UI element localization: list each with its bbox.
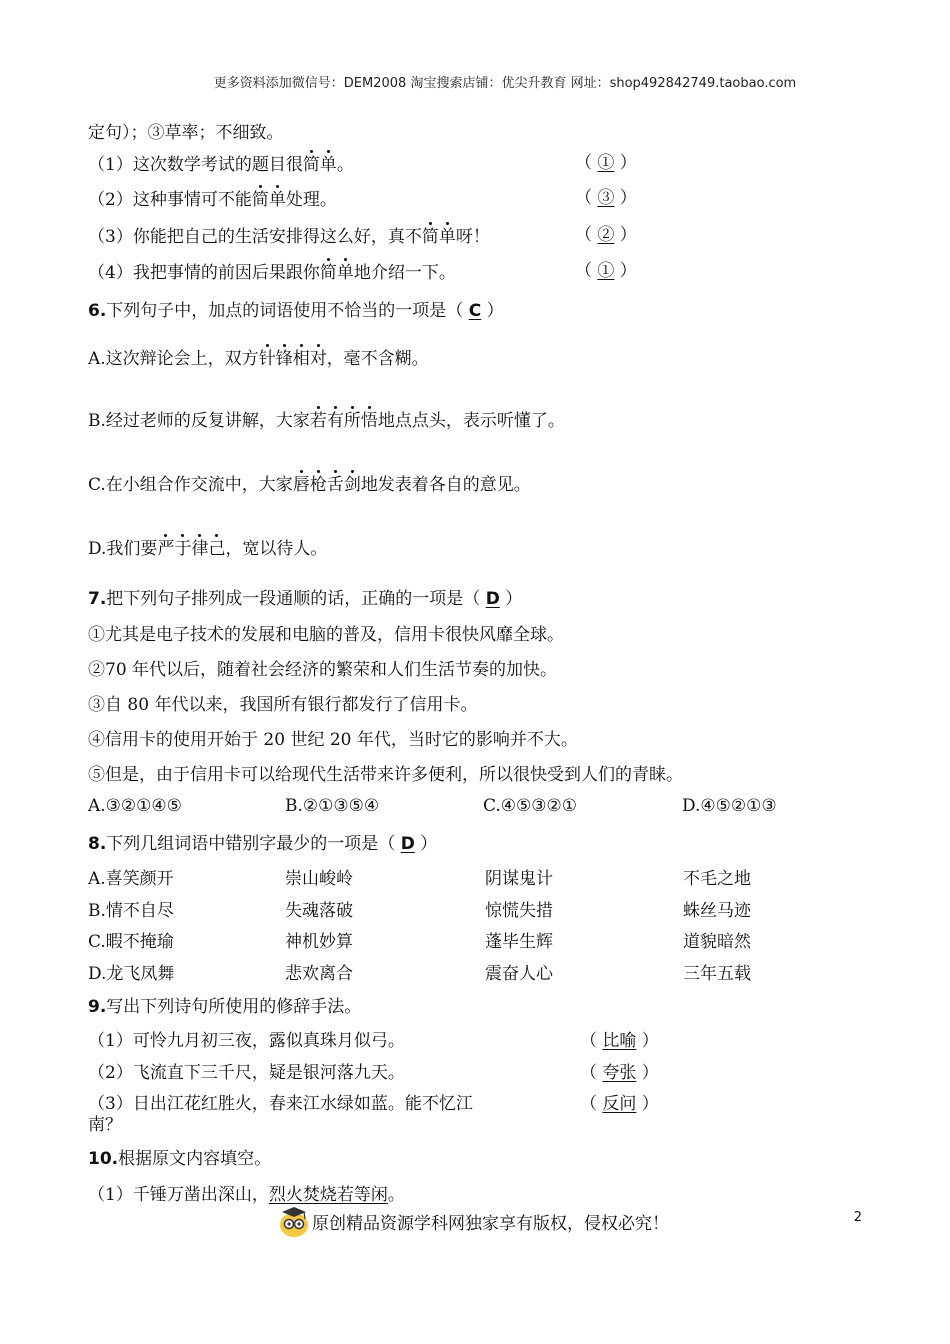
q7-close: ） [505,589,523,609]
q6-option-text: D.我们要 [88,539,158,559]
q9-stem [88,992,361,1017]
q5-item-post: 呀！ [455,227,490,247]
q9-item-text: 可怜九月初三夜，露似真珠月似弓。 [132,1031,405,1051]
q6-dotted-word [259,349,327,369]
q5-answer-value: ① [597,153,615,173]
q10-number: 10. [88,1149,119,1169]
q9-answer-value: 夸张 [602,1063,637,1083]
q7-choice: A.③②①④⑤ [88,796,182,816]
q9-item-cont: 南？ [88,1115,122,1135]
paren-close: ） [614,188,637,208]
dotted-char: 锋 [275,349,293,369]
dotted-char: 悟 [360,411,378,431]
q5-answer [575,256,637,281]
q8-word: C.暇不掩瑜 [88,932,174,952]
q9-item-number: （1） [88,1031,133,1051]
paren-close: ） [636,1063,659,1083]
q6-option-post: 地发表着各自的意见。 [360,475,531,495]
q9-item-number: （3） [88,1094,133,1114]
q9-answer-value: 反问 [602,1094,637,1114]
q7-sentence: ②70 年代以后，随着社会经济的繁荣和人们生活节奏的加快。 [88,660,558,680]
q8-word: 震奋人心 [485,963,553,984]
paren-close: ） [636,1094,659,1114]
footer [278,1204,669,1238]
paren-open: （ [575,188,598,208]
q7-answer: D [485,589,500,609]
q7-choice: C.④⑤③②① [483,796,578,816]
q8-word: 阴谋鬼计 [485,869,553,889]
paren-open: （ [575,225,598,245]
q7-stem-text: 把下列句子排列成一段通顺的话，正确的一项是（ [106,589,481,609]
q8-word: 道貌暗然 [683,932,751,952]
q10-item-number: （1） [88,1185,133,1205]
q5-item [88,222,490,247]
q9-answer [580,1058,659,1083]
q9-answer [580,1089,659,1114]
q10-item [88,1180,405,1205]
q9-stem-text: 写出下列诗句所使用的修辞手法。 [106,997,362,1017]
q5-item-number: （1） [88,155,133,175]
dotted-char: 简 [319,263,337,283]
paren-open: （ [575,261,598,281]
q7-choice: B.②①③⑤④ [285,796,380,816]
q10-stem-text: 根据原文内容填空。 [118,1149,272,1169]
q10-item-answer: 烈火焚烧若等闲 [268,1185,388,1205]
q6-dotted-word [310,411,378,431]
paren-close: ） [614,261,637,281]
q8-word: 悲欢离合 [285,963,353,984]
q8-word: 三年五载 [683,963,751,984]
q5-item-post: 处理。 [285,190,337,210]
q9-item-text: 飞流直下三千尺，疑是银河落九天。 [132,1063,405,1083]
paren-open: （ [580,1063,603,1083]
dotted-char: 若 [309,411,327,431]
paren-open: （ [580,1094,603,1114]
q5-item-text: 我把事情的前因后果跟你 [132,263,320,283]
dotted-char: 于 [174,539,192,559]
dotted-char: 单 [319,155,337,175]
q5-item-text: 这次数学考试的题目很 [132,155,303,175]
q9-number: 9. [88,997,107,1017]
q8-word: 蓬毕生辉 [485,932,553,952]
owl-logo-icon [278,1204,310,1238]
q8-word: 不毛之地 [683,869,751,889]
q7-number: 7. [88,589,107,609]
paren-close: ） [614,153,637,173]
q8-word: D.龙飞凤舞 [88,963,175,984]
q6-option-post: ，毫不含糊。 [326,349,429,369]
q9-item [88,1026,405,1051]
dotted-char: 唇 [292,475,310,495]
q6-option-text: C.在小组合作交流中，大家 [88,475,293,495]
dotted-char: 简 [302,155,320,175]
footer-text: 原创精品资源学科网独家享有版权，侵权必究！ [312,1213,669,1234]
q5-item [88,150,354,175]
dotted-char: 有 [326,411,344,431]
dotted-char: 舌 [326,475,344,495]
dotted-char: 所 [343,411,361,431]
q5-item-number: （3） [88,227,133,247]
q8-stem-text: 下列几组词语中错别字最少的一项是（ [106,834,396,854]
q6-option-post: 地点点头，表示听懂了。 [377,411,565,431]
dotted-char: 单 [336,263,354,283]
q7-stem [88,584,522,609]
q5-item [88,185,337,210]
q7-choice: D.④⑤②①③ [682,796,777,816]
q10-item-post: 。 [387,1185,405,1205]
q8-word: 崇山峻岭 [285,869,353,889]
q5-dotted-word [422,227,456,247]
q5-item-text: 这种事情可不能 [132,190,252,210]
q10-stem [88,1144,271,1169]
q8-word: 惊慌失措 [485,900,553,921]
q6-dotted-word [157,539,225,559]
q5-item-post: 。 [336,155,354,175]
q8-close: ） [420,834,438,854]
q9-item-text: 日出江花红胜火，春来江水绿如蓝。能不忆江 [132,1094,473,1114]
q5-item [88,258,456,283]
q8-word: 神机妙算 [285,932,353,952]
dotted-char: 单 [438,227,456,247]
q6-option [88,534,327,559]
q8-number: 8. [88,834,107,854]
q9-answer [580,1026,659,1051]
q5-answer-value: ② [597,225,615,245]
q5-answer [575,148,637,173]
intro-text: 定句）；③草率；不细致。 [88,123,284,143]
q9-answer-value: 比喻 [602,1031,637,1051]
q6-stem [88,296,504,321]
dotted-char: 相 [292,349,310,369]
q6-option [88,470,531,495]
dotted-char: 对 [309,349,327,369]
q5-answer [575,220,637,245]
q5-answer-value: ③ [597,188,615,208]
q8-word: B.情不自尽 [88,900,174,921]
dotted-char: 单 [268,190,286,210]
q6-option-text: A.这次辩论会上，双方 [88,349,259,369]
q5-dotted-word [252,190,286,210]
paren-close: ） [614,225,637,245]
q5-item-text: 你能把自己的生活安排得这么好，真不 [132,227,422,247]
dotted-char: 严 [157,539,175,559]
dotted-char: 简 [251,190,269,210]
q6-number: 6. [88,301,107,321]
q9-item-number: （2） [88,1063,133,1083]
q6-option [88,344,429,369]
q9-item [88,1089,473,1114]
dotted-char: 剑 [343,475,361,495]
dotted-char: 简 [421,227,439,247]
dotted-char: 律 [191,539,209,559]
q8-word: 蛛丝马迹 [683,900,751,921]
q8-word: 失魂落破 [285,900,353,921]
q5-answer-value: ① [597,261,615,281]
q6-option [88,406,565,431]
q6-answer: C [468,301,482,321]
q7-sentence: ④信用卡的使用开始于 20 世纪 20 年代，当时它的影响并不大。 [88,730,578,750]
page-header: 更多资料添加微信号：DEM2008 淘宝搜索店铺：优尖升教育 网址：shop492842749.taobao.com [213,76,797,91]
page-number: 2 [853,1210,862,1225]
paren-open: （ [580,1031,603,1051]
paren-close: ） [636,1031,659,1051]
q10-item-text: 千锤万凿出深山， [132,1185,269,1205]
q6-stem-text: 下列句子中，加点的词语使用不恰当的一项是（ [106,301,464,321]
q6-option-text: B.经过老师的反复讲解，大家 [88,411,310,431]
q9-item [88,1058,405,1083]
dotted-char: 枪 [309,475,327,495]
q7-sentence: ⑤但是，由于信用卡可以给现代生活带来许多便利，所以很快受到人们的青睐。 [88,765,683,785]
q8-answer: D [400,834,415,854]
q6-close: ） [486,301,504,321]
dotted-char: 己 [208,539,226,559]
q7-sentence: ③自 80 年代以来，我国所有银行都发行了信用卡。 [88,695,478,715]
q6-dotted-word [293,475,361,495]
q5-dotted-word [303,155,337,175]
q7-sentence: ①尤其是电子技术的发展和电脑的普及，信用卡很快风靡全球。 [88,625,564,645]
q5-answer [575,183,637,208]
dotted-char: 针 [258,349,276,369]
q8-word: A.喜笑颜开 [88,869,174,889]
q8-stem [88,829,437,854]
q5-dotted-word [320,263,354,283]
q5-item-number: （2） [88,190,133,210]
q5-item-number: （4） [88,263,133,283]
paren-open: （ [575,153,598,173]
q5-item-post: 地介绍一下。 [353,263,456,283]
q6-option-post: ，宽以待人。 [225,539,328,559]
